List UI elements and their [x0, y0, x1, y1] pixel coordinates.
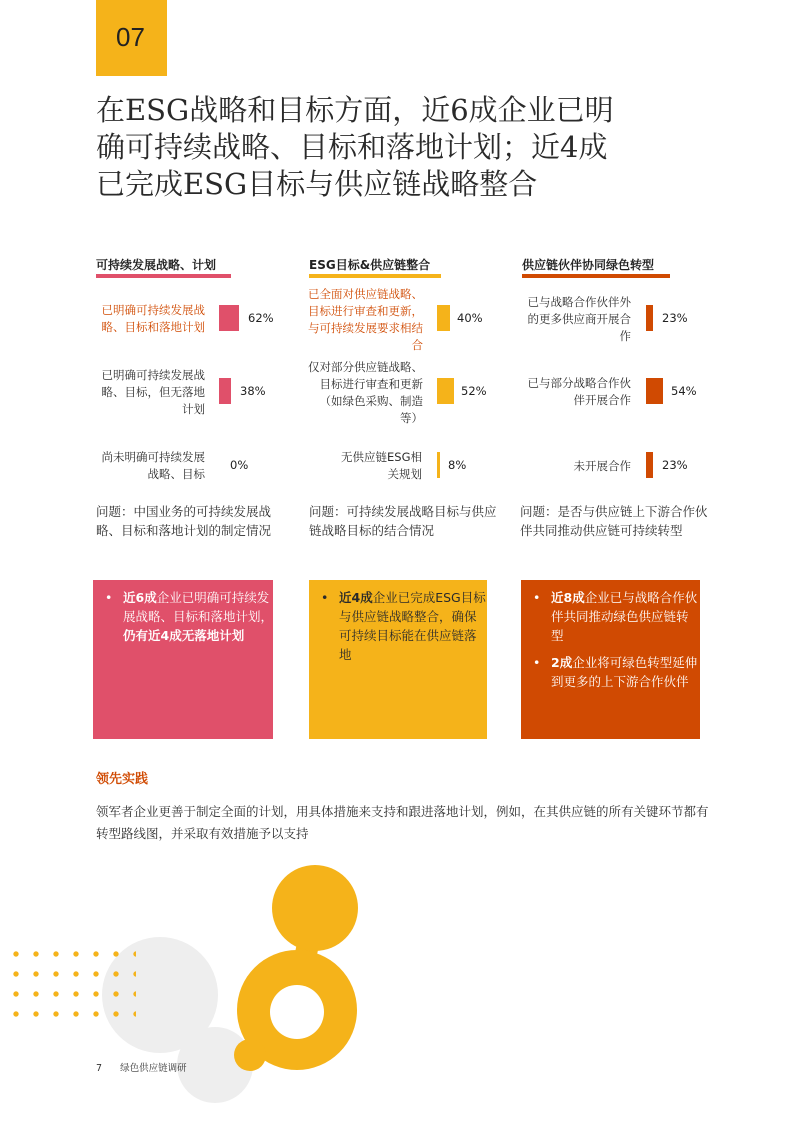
bar-label: 已明确可持续发展战略、目标和落地计划: [101, 303, 205, 334]
finding-box: [521, 580, 700, 739]
body-paragraph: 领军者企业更善于制定全面的计划，用具体措施来支持和跟进落地计划，例如，在其供应链的所有关键环节都有转型路线图，并采取有效措施予以支持: [96, 804, 709, 841]
finding-item: • 2成企业将可绿色转型延伸到更多的上下游合作伙伴: [521, 653, 700, 691]
bar: [646, 452, 653, 478]
footer-page-number: 7: [96, 1063, 103, 1074]
survey-question: 问题：中国业务的可持续发展战略、目标和落地计划的制定情况: [96, 504, 272, 538]
bar-label: 仅对部分供应链战略、目标进行审查和更新（如绿色采购、制造等）: [308, 360, 423, 425]
column-underline: [96, 274, 231, 278]
bar-value: 8%: [448, 458, 467, 472]
bar-value: 0%: [230, 458, 249, 472]
bar-value: 38%: [240, 384, 266, 398]
column-heading: 供应链伙伴协同绿色转型: [522, 258, 655, 272]
finding-item: • 近6成企业已明确可持续发展战略、目标和落地计划，仍有近4成无落地计划: [93, 588, 273, 645]
bar: [646, 305, 653, 331]
dot-grid-decoration: [6, 944, 136, 1028]
page-title: [96, 92, 706, 203]
bar-label: 已与部分战略合作伙伴开展合作: [527, 376, 631, 407]
column-underline: [309, 274, 441, 278]
footer-title: 绿色供应链调研: [120, 1063, 187, 1074]
chapter-tab: [96, 0, 167, 76]
bar-value: 54%: [671, 384, 697, 398]
bar: [646, 378, 663, 404]
bar-value: 52%: [461, 384, 487, 398]
bar-label: 尚未明确可持续发展战略、目标: [101, 450, 205, 481]
bar-label: 无供应链ESG相关规划: [341, 450, 422, 481]
bar-value: 40%: [457, 311, 483, 325]
title-line: 确可持续战略、目标和落地计划；近4成: [96, 130, 608, 164]
finding-item: • 近8成企业已与战略合作伙伴共同推动绿色供应链转型: [521, 588, 700, 645]
finding-item: • 近4成企业已完成ESG目标与供应链战略整合，确保可持续目标能在供应链落地: [309, 588, 487, 664]
bar-value: 23%: [662, 458, 688, 472]
survey-question: 问题：是否与供应链上下游合作伙伴共同推动供应链可持续转型: [520, 504, 708, 538]
title-line: 已完成ESG目标与供应链战略整合: [96, 167, 538, 201]
bar-label: 已明确可持续发展战略、目标，但无落地计划: [101, 368, 205, 416]
page-footer: [96, 1060, 187, 1074]
column-underline: [522, 274, 670, 278]
bar-value: 62%: [248, 311, 274, 325]
bar-label: 已全面对供应链战略、目标进行审查和更新，与可持续发展要求相结合: [308, 287, 423, 352]
bar-label: 已与战略合作伙伴外的更多供应商开展合作: [527, 295, 631, 343]
bar: [437, 452, 440, 478]
finding-box: [93, 580, 273, 739]
bar: [219, 305, 239, 331]
column-heading: ESG目标&供应链整合: [309, 258, 431, 272]
bar: [437, 305, 450, 331]
title-line: 在ESG战略和目标方面，近6成企业已明: [96, 93, 614, 127]
bar-label: 未开展合作: [573, 459, 631, 473]
survey-question: 问题：可持续发展战略目标与供应链战略目标的结合情况: [309, 504, 497, 538]
chapter-number: 07: [116, 22, 145, 52]
bar: [219, 378, 231, 404]
finding-box: [309, 580, 487, 739]
bar: [437, 378, 454, 404]
bar-value: 23%: [662, 311, 688, 325]
section-title: 领先实践: [96, 772, 149, 787]
column-heading: 可持续发展战略、计划: [96, 258, 217, 272]
